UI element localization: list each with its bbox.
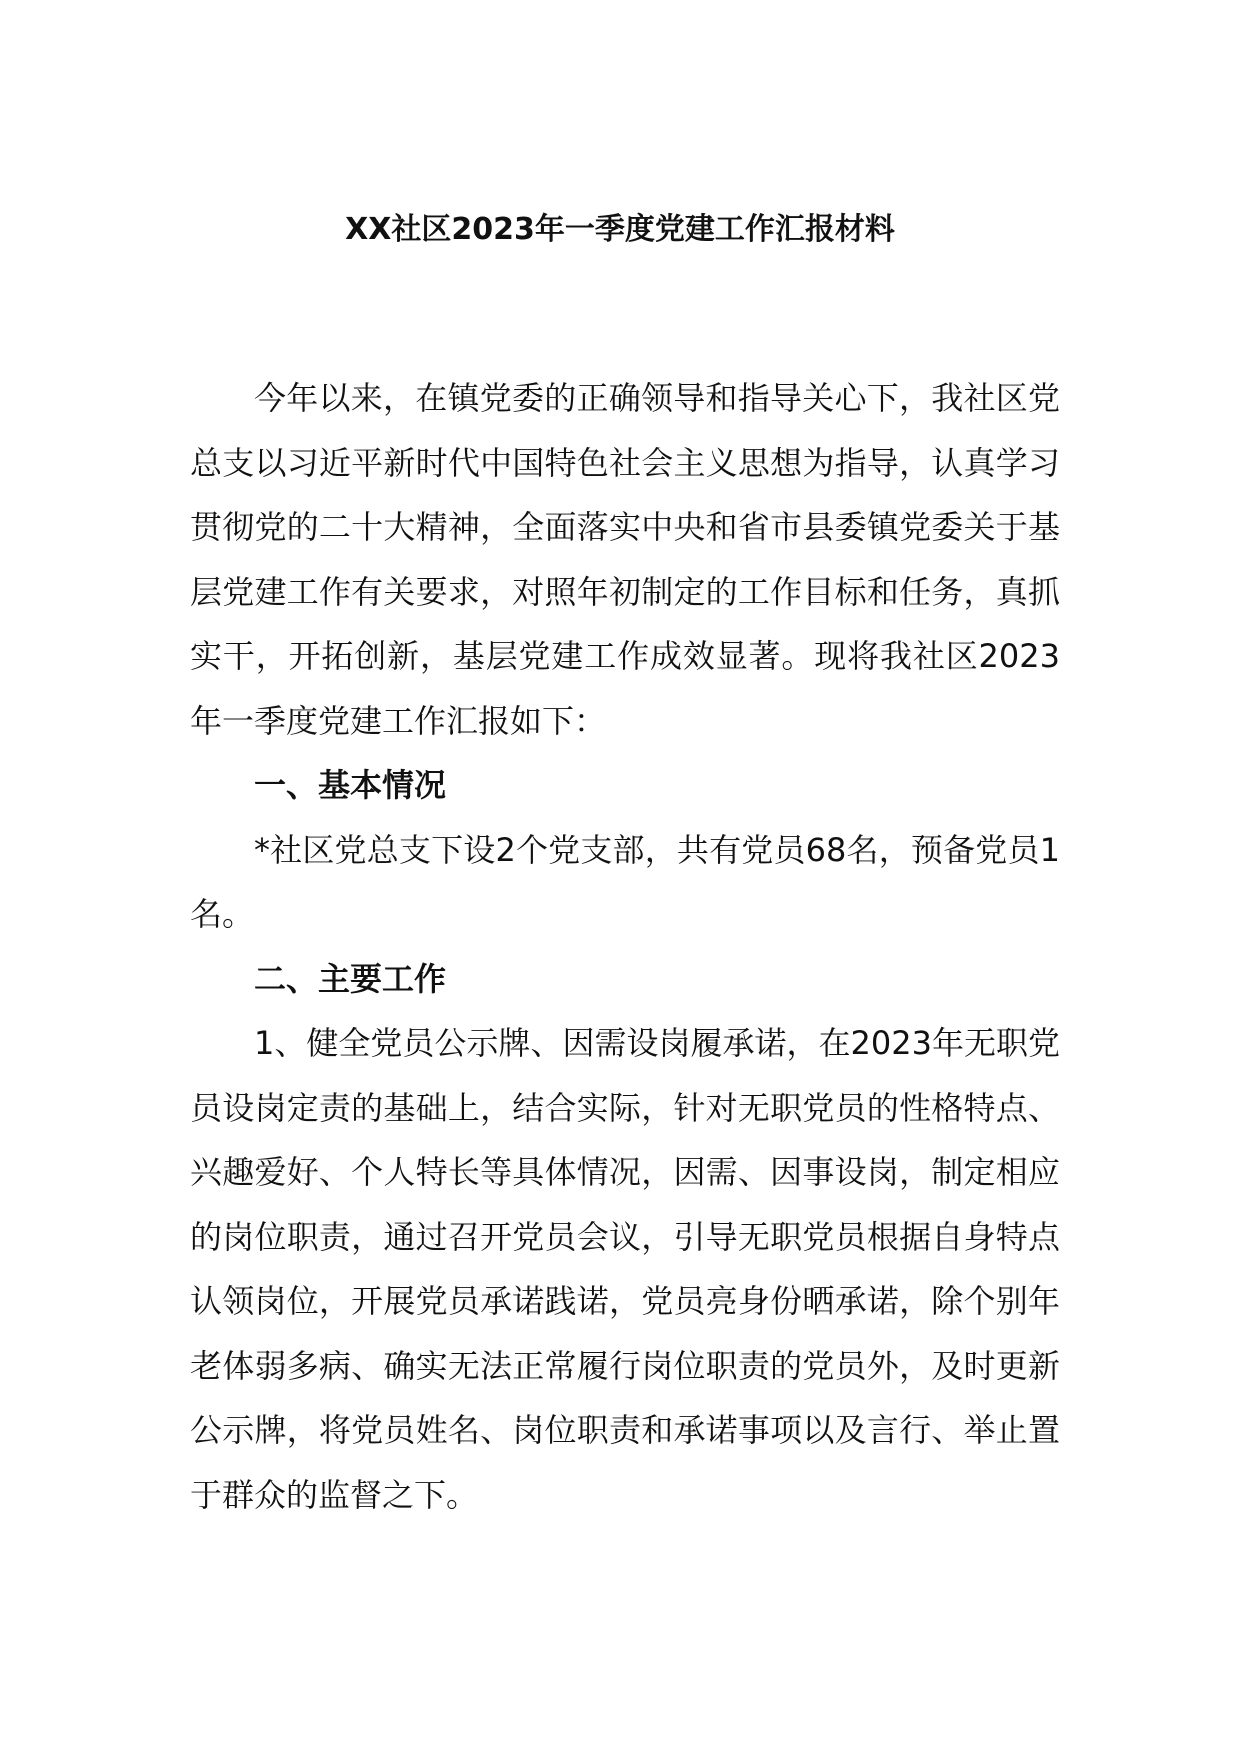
section-heading-basic-situation: 一、基本情况 — [254, 766, 447, 804]
document-body — [190, 366, 1060, 1527]
section-heading-main-work: 二、主要工作 — [254, 959, 447, 998]
document-title: XX社区2023年一季度党建工作汇报材料 — [345, 212, 895, 247]
basic-situation-paragraph: *社区党总支下设2个党支部，共有党员68名，预备党员1名。 — [190, 830, 1060, 933]
main-work-paragraph: 1、健全党员公示牌、因需设岗履承诺，在2023年无职党员设岗定责的基础上，结合实际，针对无职党员的性格特点、兴趣爱好、个人特长等具体情况，因需、因事设岗，制定相应的岗位职责，通过召开党员会议，引导无职党员根据自身特点认领岗位，开展党员承诺践诺，党员亮身份晒承诺，除个别年老体弱多病、确实无法正常履行岗位职责的党员外，及时更新公示牌，将党员姓名、岗位职责和承诺事项以及言行、举止置于群众的监督之下。 — [190, 1024, 1060, 1514]
intro-paragraph: 今年以来，在镇党委的正确领导和指导关心下，我社区党总支以习近平新时代中国特色社会主义思想为指导，认真学习贯彻党的二十大精神，全面落实中央和省市县委镇党委关于基层党建工作有关要求，对照年初制定的工作目标和任务，真抓实干，开拓创新，基层党建工作成效显著。现将我社区2023年一季度党建工作汇报如下： — [190, 379, 1060, 740]
